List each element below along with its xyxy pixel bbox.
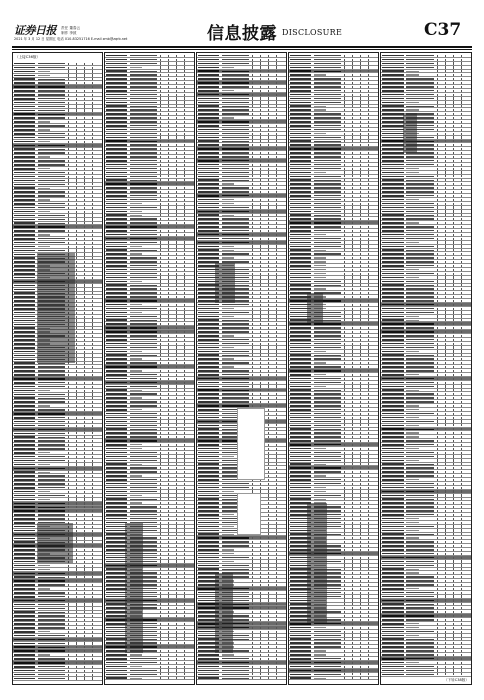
header-rule xyxy=(12,46,472,48)
continued-from-note: （上接C36版） xyxy=(15,55,41,59)
table-column xyxy=(104,52,195,685)
blank-cell xyxy=(237,408,265,480)
section-title: 信息披露 xyxy=(207,24,277,44)
editor-line: 责任 董春云 xyxy=(61,26,81,30)
dense-text-block xyxy=(37,253,75,363)
masthead xyxy=(0,0,484,44)
table-rows xyxy=(197,54,286,683)
table-column xyxy=(288,52,379,685)
table-column xyxy=(12,52,103,685)
section-title-en: DISCLOSURE xyxy=(282,28,343,37)
continued-to-note: （下转C38版） xyxy=(443,678,469,682)
header-rule-thin xyxy=(12,49,472,50)
newspaper-logo: 证券日报 xyxy=(14,24,56,37)
dense-text-block xyxy=(37,523,73,563)
blank-cell xyxy=(237,493,261,535)
table-row xyxy=(381,673,471,677)
table-row xyxy=(105,677,194,681)
table-row xyxy=(13,677,102,681)
table-rows xyxy=(13,62,102,683)
editor-credits xyxy=(61,26,80,35)
dense-text-block xyxy=(307,503,327,623)
table-column xyxy=(196,52,287,685)
dense-text-block xyxy=(215,263,235,303)
table-rows xyxy=(289,54,378,683)
dateline: 2021 年 3 月 12 日 星期五 电话 010-83251716 E-mail zmb@zqrb.net xyxy=(14,37,128,41)
table-row xyxy=(197,677,286,681)
page-number: C37 xyxy=(424,20,462,40)
dense-text-block xyxy=(403,113,417,153)
dense-text-block xyxy=(215,573,233,653)
table-rows xyxy=(105,54,194,683)
table-rows xyxy=(381,54,471,676)
editor-line: 制作 李波 xyxy=(61,30,77,35)
table-column xyxy=(380,52,472,685)
table-row xyxy=(289,677,378,681)
disclosure-tables xyxy=(12,52,472,685)
dense-text-block xyxy=(307,293,323,323)
dense-text-block xyxy=(125,523,143,653)
